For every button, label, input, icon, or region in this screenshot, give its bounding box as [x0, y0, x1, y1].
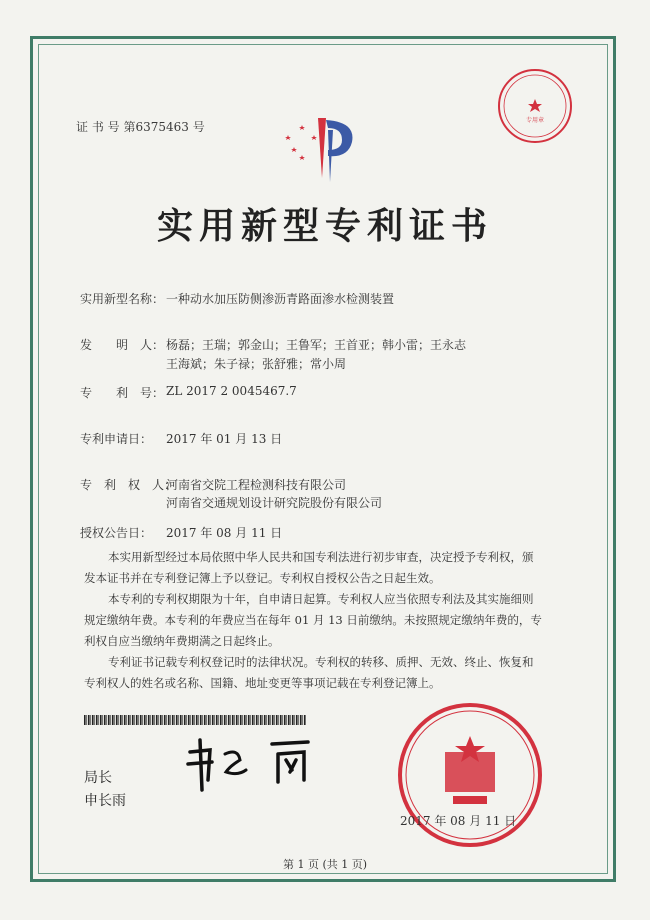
page-title: 实用新型专利证书	[156, 205, 493, 247]
grant-date-value: 2017 年 08 月 11 日	[166, 526, 283, 540]
paragraph-line-6: 专利证书记载专利权登记时的法律状况。专利权的转移、质押、无效、终止、恢复和	[108, 655, 534, 669]
patent-office-emblem-icon	[278, 100, 368, 185]
svg-text:专用章: 专用章	[525, 117, 545, 124]
patentee-label: 专 利 权 人：	[80, 478, 177, 492]
utility-model-label: 实用新型名称：	[80, 292, 165, 306]
inventor-label: 发 明 人：	[80, 338, 165, 352]
patentee-line-1: 河南省交院工程检测科技有限公司	[166, 478, 347, 492]
application-date-value: 2017 年 01 月 13 日	[166, 432, 283, 446]
director-signature	[180, 732, 330, 792]
patentee-line-2: 河南省交通规划设计研究院股份有限公司	[166, 496, 383, 510]
director-name: 申长雨	[84, 793, 126, 809]
inventor-line-2: 王海斌；朱子禄；张舒雅；常小周	[166, 357, 347, 371]
page-footer: 第 1 页 (共 1 页)	[282, 858, 368, 871]
paragraph-line-4: 规定缴纳年费。本专利的年费应当在每年 01 月 13 日前缴纳。未按照规定缴纳年费的，专	[84, 613, 542, 627]
paragraph-line-3: 本专利的专利权期限为十年，自申请日起算。专利权人应当依照专利法及其实施细则	[108, 592, 534, 606]
agency-seal-top	[495, 66, 575, 146]
certificate-number: 证 书 号 第6375463 号	[76, 120, 205, 134]
paragraph-line-7: 专利权人的姓名或名称、国籍、地址变更等事项记载在专利登记簿上。	[84, 676, 441, 690]
patent-number-label: 专 利 号：	[80, 386, 165, 400]
barcode	[84, 715, 306, 725]
issue-date: 2017 年 08 月 11 日	[400, 814, 517, 828]
paragraph-line-5: 利权自应当缴纳年费期满之日起终止。	[84, 634, 280, 648]
utility-model-value: 一种动水加压防侧渗沥青路面渗水检测装置	[166, 292, 395, 306]
inventor-line-1: 杨磊；王瑞；郭金山；王鲁军；王首亚；韩小雷；王永志	[166, 338, 467, 352]
paragraph-line-2: 发本证书并在专利登记簿上予以登记。专利权自授权公告之日起生效。	[84, 571, 441, 585]
grant-date-label: 授权公告日：	[80, 526, 153, 540]
application-date-label: 专利申请日：	[80, 432, 153, 446]
paragraph-line-1: 本实用新型经过本局依照中华人民共和国专利法进行初步审查，决定授予专利权，颁	[108, 550, 534, 564]
director-title: 局长	[84, 770, 112, 786]
patent-number-value: ZL 2017 2 0045467.7	[166, 384, 297, 398]
